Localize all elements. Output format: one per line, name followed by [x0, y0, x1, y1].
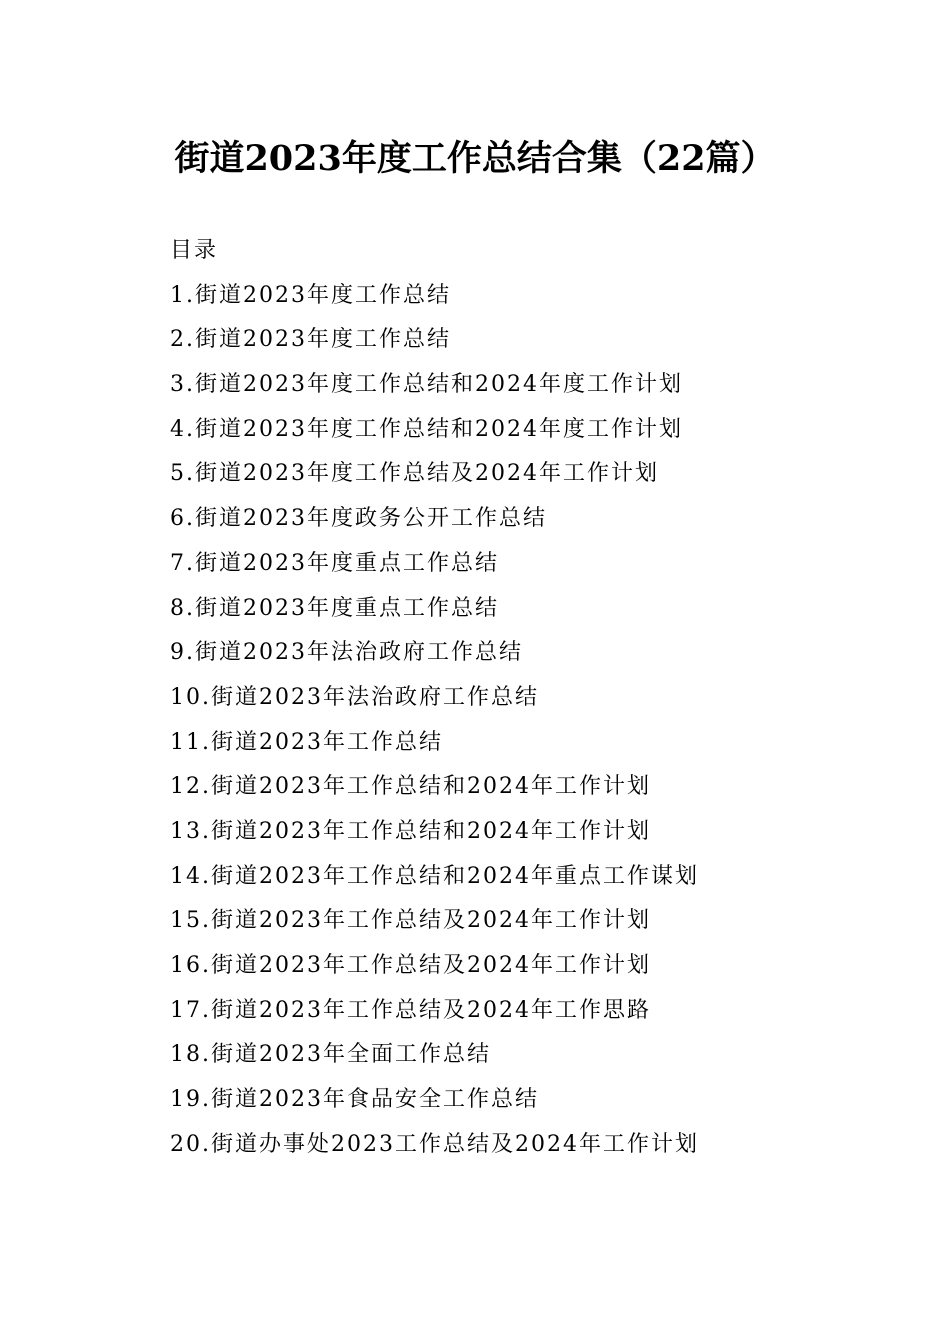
- toc-item: 7.街道2023年度重点工作总结: [170, 550, 499, 576]
- toc-item: 4.街道2023年度工作总结和2024年度工作计划: [170, 416, 683, 442]
- toc-item: 13.街道2023年工作总结和2024年工作计划: [170, 818, 651, 844]
- toc-item: 3.街道2023年度工作总结和2024年度工作计划: [170, 372, 683, 398]
- toc-item: 19.街道2023年食品安全工作总结: [170, 1087, 539, 1113]
- toc-item: 6.街道2023年度政务公开工作总结: [170, 506, 547, 532]
- toc-list: [170, 274, 890, 1168]
- toc-item: 16.街道2023年工作总结及2024年工作计划: [170, 953, 651, 978]
- toc-item: 9.街道2023年法治政府工作总结: [170, 640, 523, 666]
- toc-item: 10.街道2023年法治政府工作总结: [170, 684, 539, 710]
- toc-item: 12.街道2023年工作总结和2024年工作计划: [170, 774, 651, 800]
- toc-item: 8.街道2023年度重点工作总结: [170, 595, 499, 621]
- toc-item: 11.街道2023年工作总结: [170, 729, 443, 755]
- toc-item: 18.街道2023年全面工作总结: [170, 1042, 491, 1068]
- toc-item: 20.街道办事处2023工作总结及2024年工作计划: [170, 1131, 699, 1157]
- toc-item: 2.街道2023年度工作总结: [170, 327, 451, 353]
- toc-item: 5.街道2023年度工作总结及2024年工作计划: [170, 461, 659, 487]
- toc-item: 14.街道2023年工作总结和2024年重点工作谋划: [170, 863, 699, 889]
- toc-heading: 目录: [170, 238, 219, 263]
- table-of-contents: [170, 229, 890, 1167]
- toc-item: 17.街道2023年工作总结及2024年工作思路: [170, 997, 651, 1023]
- toc-item: 1.街道2023年度工作总结: [170, 282, 451, 308]
- toc-item: 15.街道2023年工作总结及2024年工作计划: [170, 908, 651, 934]
- document-title: 街道2023年度工作总结合集（22篇）: [174, 138, 776, 179]
